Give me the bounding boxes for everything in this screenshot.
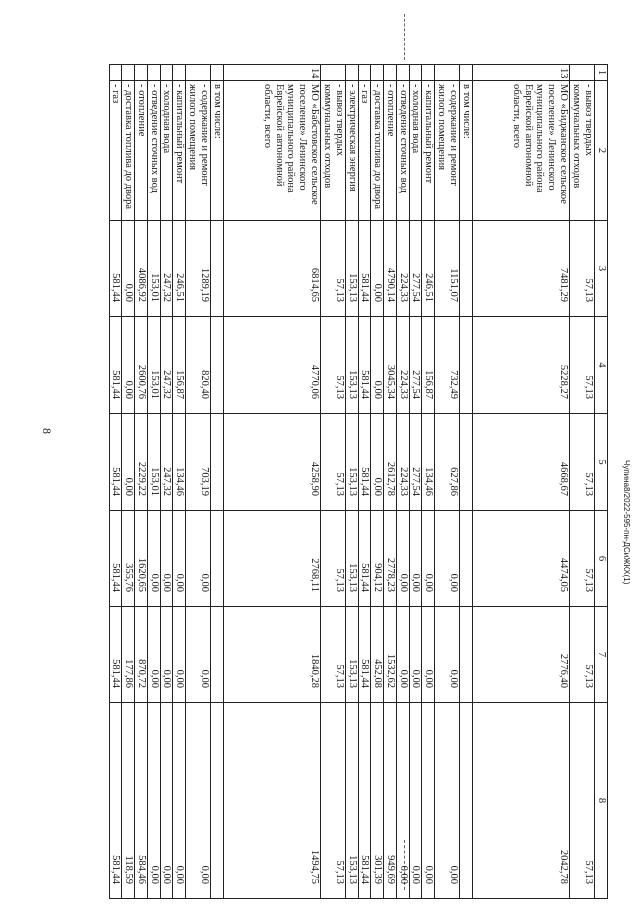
row-number: [384, 65, 397, 81]
value-cell: [460, 607, 473, 703]
value-cell: 0,00: [122, 414, 135, 511]
row-label: - вывоз твердых коммунальных отходов: [570, 81, 595, 221]
row-label: - капитальный ремонт: [422, 81, 435, 221]
table-row: [173, 65, 186, 899]
table-row: [358, 65, 371, 899]
value-cell: 584,46: [135, 703, 148, 899]
value-cell: 703,19: [186, 414, 211, 511]
table-row: [397, 65, 410, 899]
value-cell: 2778,23: [384, 511, 397, 607]
value-cell: 1620,65: [135, 511, 148, 607]
value-cell: 2600,76: [135, 317, 148, 414]
row-number: [358, 65, 371, 81]
value-cell: 1494,75: [224, 703, 321, 899]
row-label: - содержание и ремонт жилого помещения: [435, 81, 460, 221]
row-number: [397, 65, 410, 81]
value-cell: 581,44: [358, 511, 371, 607]
value-cell: 0,00: [173, 511, 186, 607]
value-cell: 0,00: [173, 607, 186, 703]
row-label: МО «Биджанское сельское поселение» Ленинского муниципального района Еврейской автономной области, всего: [473, 81, 570, 221]
table-row: [122, 65, 135, 899]
row-label: в том числе:: [211, 81, 224, 221]
value-cell: 118,59: [122, 703, 135, 899]
column-header: 2: [595, 81, 608, 221]
value-cell: 820,40: [186, 317, 211, 414]
value-cell: 3045,34: [384, 317, 397, 414]
row-label: - капитальный ремонт: [173, 81, 186, 221]
value-cell: 57,13: [570, 703, 595, 899]
value-cell: 2776,40: [473, 607, 570, 703]
value-cell: 0,00: [371, 414, 384, 511]
row-label: - газ: [358, 81, 371, 221]
value-cell: [460, 221, 473, 317]
value-cell: 4668,67: [473, 414, 570, 511]
value-cell: 2229,22: [135, 414, 148, 511]
value-cell: [211, 607, 224, 703]
value-cell: 581,44: [109, 317, 122, 414]
value-cell: [460, 511, 473, 607]
value-cell: 355,76: [122, 511, 135, 607]
value-cell: 0,00: [422, 511, 435, 607]
value-cell: 581,44: [109, 221, 122, 317]
value-cell: 581,44: [109, 414, 122, 511]
value-cell: 153,01: [148, 221, 161, 317]
row-number: [186, 65, 211, 81]
value-cell: 2612,78: [384, 414, 397, 511]
row-number: [570, 65, 595, 81]
value-cell: 0,00: [186, 703, 211, 899]
value-cell: 1532,62: [384, 607, 397, 703]
row-label: - холодная вода: [160, 81, 173, 221]
value-cell: 4258,90: [224, 414, 321, 511]
table-row: [371, 65, 384, 899]
column-header: 5: [595, 414, 608, 511]
value-cell: 57,13: [321, 703, 346, 899]
table-row: [160, 65, 173, 899]
column-header: 1: [595, 65, 608, 81]
row-label: - доставка топлива до двора: [371, 81, 384, 221]
value-cell: 156,87: [422, 317, 435, 414]
value-cell: 0,00: [186, 607, 211, 703]
value-cell: 904,12: [371, 511, 384, 607]
value-cell: 0,00: [122, 317, 135, 414]
column-header: 7: [595, 607, 608, 703]
row-label: - холодная вода: [409, 81, 422, 221]
value-cell: 0,00: [160, 607, 173, 703]
value-cell: 224,33: [397, 317, 410, 414]
value-cell: 581,44: [358, 607, 371, 703]
value-cell: 4086,92: [135, 221, 148, 317]
row-number: [321, 65, 346, 81]
value-cell: 0,00: [148, 511, 161, 607]
value-cell: 581,44: [109, 703, 122, 899]
table-row: [384, 65, 397, 899]
value-cell: 1151,07: [435, 221, 460, 317]
value-cell: 7481,29: [473, 221, 570, 317]
value-cell: 57,13: [570, 607, 595, 703]
value-cell: 949,69: [384, 703, 397, 899]
row-label: в том числе:: [460, 81, 473, 221]
value-cell: 153,13: [346, 607, 359, 703]
column-header: 4: [595, 317, 608, 414]
value-cell: 0,00: [122, 221, 135, 317]
row-number: [122, 65, 135, 81]
page-number: 8: [40, 428, 54, 434]
value-cell: 4474,05: [473, 511, 570, 607]
table-row: [224, 65, 321, 899]
value-cell: [211, 414, 224, 511]
document-code: Чупина8/2022-595-пн-ДСиЖКХ(1): [622, 460, 631, 585]
row-label: МО «Бабстовское сельское поселение» Ленинского муниципального района Еврейской автономной области, всего: [224, 81, 321, 221]
row-number: [160, 65, 173, 81]
value-cell: 153,13: [346, 221, 359, 317]
value-cell: 153,13: [346, 703, 359, 899]
row-number: 14: [224, 65, 321, 81]
value-cell: 0,00: [397, 607, 410, 703]
table-row: [211, 65, 224, 899]
value-cell: 153,13: [346, 511, 359, 607]
value-cell: 0,00: [422, 607, 435, 703]
table-row: [321, 65, 346, 899]
value-cell: [211, 317, 224, 414]
value-cell: 0,00: [409, 703, 422, 899]
value-cell: 0,00: [160, 511, 173, 607]
table-row: [435, 65, 460, 899]
value-cell: 0,00: [422, 703, 435, 899]
value-cell: 57,13: [570, 221, 595, 317]
table-row: [473, 65, 570, 899]
value-cell: 0,00: [409, 607, 422, 703]
value-cell: 277,54: [409, 317, 422, 414]
row-label: - отведение сточных вод: [397, 81, 410, 221]
fold-mark-top: [404, 14, 405, 60]
value-cell: 732,49: [435, 317, 460, 414]
value-cell: [211, 511, 224, 607]
value-cell: 4770,06: [224, 317, 321, 414]
row-label: - вывоз твердых коммунальных отходов: [321, 81, 346, 221]
value-cell: 0,00: [397, 511, 410, 607]
value-cell: 0,00: [160, 703, 173, 899]
value-cell: 57,13: [321, 221, 346, 317]
value-cell: 0,00: [435, 703, 460, 899]
row-label: - электрическая энергия: [346, 81, 359, 221]
value-cell: 1289,19: [186, 221, 211, 317]
value-cell: 134,46: [422, 414, 435, 511]
value-cell: 156,87: [173, 317, 186, 414]
row-label: - содержание и ремонт жилого помещения: [186, 81, 211, 221]
value-cell: 247,32: [160, 317, 173, 414]
value-cell: 246,51: [173, 221, 186, 317]
value-cell: 452,08: [371, 607, 384, 703]
table-row: [346, 65, 359, 899]
table-row: [422, 65, 435, 899]
value-cell: 1840,28: [224, 607, 321, 703]
row-number: [173, 65, 186, 81]
value-cell: 224,33: [397, 414, 410, 511]
value-cell: 57,13: [570, 511, 595, 607]
value-cell: 0,00: [371, 317, 384, 414]
table-body: [109, 65, 594, 899]
tariff-table: [109, 64, 608, 899]
value-cell: 581,44: [109, 607, 122, 703]
value-cell: 153,01: [148, 317, 161, 414]
value-cell: 277,54: [409, 414, 422, 511]
row-number: [371, 65, 384, 81]
value-cell: 57,13: [321, 414, 346, 511]
value-cell: 277,54: [409, 221, 422, 317]
row-number: [435, 65, 460, 81]
value-cell: 0,00: [435, 511, 460, 607]
value-cell: 581,44: [358, 414, 371, 511]
value-cell: 57,13: [321, 511, 346, 607]
value-cell: 301,39: [371, 703, 384, 899]
table-row: [148, 65, 161, 899]
row-number: [346, 65, 359, 81]
table-row: [135, 65, 148, 899]
row-number: 13: [473, 65, 570, 81]
value-cell: 153,13: [346, 414, 359, 511]
value-cell: 627,86: [435, 414, 460, 511]
row-label: - доставка топлива до двора: [122, 81, 135, 221]
value-cell: 0,00: [148, 703, 161, 899]
value-cell: 870,72: [135, 607, 148, 703]
value-cell: 581,44: [109, 511, 122, 607]
table-row: [460, 65, 473, 899]
value-cell: 5228,27: [473, 317, 570, 414]
row-label: - отведение сточных вод: [148, 81, 161, 221]
column-header: 6: [595, 511, 608, 607]
value-cell: [211, 703, 224, 899]
value-cell: 4790,14: [384, 221, 397, 317]
table-row: [186, 65, 211, 899]
column-header: 3: [595, 221, 608, 317]
value-cell: 153,13: [346, 317, 359, 414]
value-cell: [460, 414, 473, 511]
row-number: [109, 65, 122, 81]
value-cell: 246,51: [422, 221, 435, 317]
value-cell: 0,00: [371, 221, 384, 317]
value-cell: 0,00: [173, 703, 186, 899]
value-cell: 247,32: [160, 414, 173, 511]
value-cell: 177,86: [122, 607, 135, 703]
value-cell: 2768,11: [224, 511, 321, 607]
value-cell: 0,00: [186, 511, 211, 607]
row-number: [460, 65, 473, 81]
tariff-table-container: [109, 64, 608, 898]
value-cell: 581,44: [358, 221, 371, 317]
table-row: [570, 65, 595, 899]
value-cell: 247,32: [160, 221, 173, 317]
value-cell: 0,00: [435, 607, 460, 703]
value-cell: [460, 317, 473, 414]
value-cell: 2042,78: [473, 703, 570, 899]
value-cell: 581,44: [358, 317, 371, 414]
value-cell: 581,44: [358, 703, 371, 899]
value-cell: 0,00: [148, 607, 161, 703]
row-number: [409, 65, 422, 81]
value-cell: 0,00: [409, 511, 422, 607]
column-header: 8: [595, 703, 608, 899]
value-cell: 57,13: [570, 317, 595, 414]
value-cell: 57,13: [321, 607, 346, 703]
value-cell: [460, 703, 473, 899]
value-cell: 0,00: [397, 703, 410, 899]
table-row: [109, 65, 122, 899]
row-label: - отопление: [384, 81, 397, 221]
row-label: - отопление: [135, 81, 148, 221]
value-cell: 57,13: [570, 414, 595, 511]
row-number: [211, 65, 224, 81]
value-cell: 6814,65: [224, 221, 321, 317]
table-row: [409, 65, 422, 899]
row-number: [148, 65, 161, 81]
row-number: [135, 65, 148, 81]
row-label: - газ: [109, 81, 122, 221]
row-number: [422, 65, 435, 81]
value-cell: 57,13: [321, 317, 346, 414]
value-cell: [211, 221, 224, 317]
table-header-row: [595, 65, 608, 899]
value-cell: 134,46: [173, 414, 186, 511]
value-cell: 224,33: [397, 221, 410, 317]
value-cell: 153,01: [148, 414, 161, 511]
